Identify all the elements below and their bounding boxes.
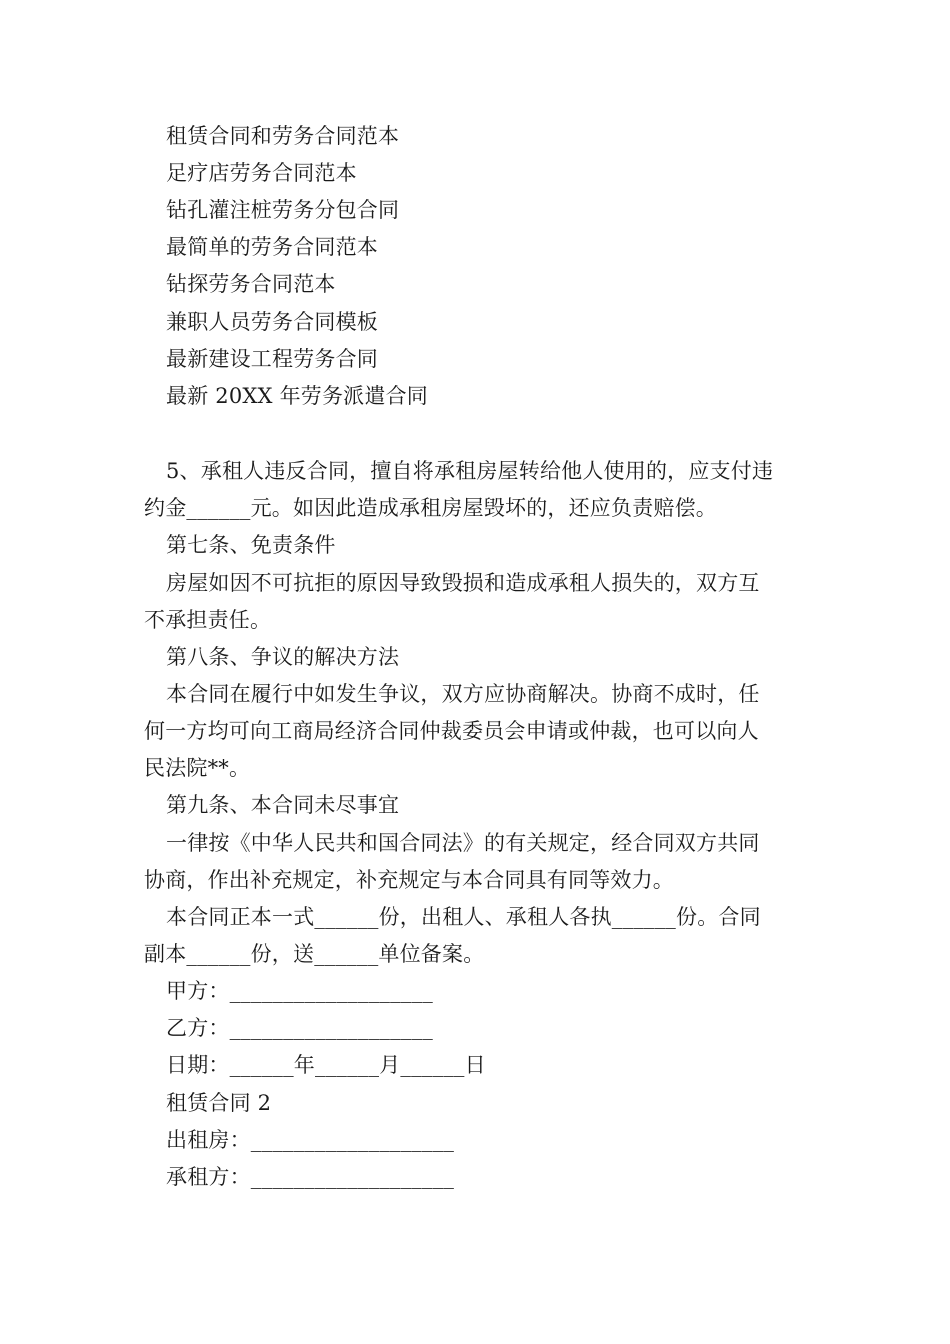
- article-8-line-3: 民法院**。: [144, 756, 251, 780]
- related-link-7[interactable]: 最新建设工程劳务合同: [166, 347, 378, 371]
- related-link-5[interactable]: 钻探劳务合同范本: [166, 272, 336, 296]
- article-9-line-1: 一律按《中华人民共和国合同法》的有关规定，经合同双方共同: [166, 831, 760, 855]
- party-b-signature: 乙方：___________________: [166, 1016, 433, 1040]
- related-link-8[interactable]: 最新 20XX 年劳务派遣合同: [166, 384, 428, 408]
- lessee-line: 承租方：___________________: [166, 1165, 455, 1189]
- article-9-title: 第九条、本合同未尽事宜: [166, 793, 400, 817]
- date-line: 日期：______年______月______日: [166, 1053, 486, 1077]
- clause-5-line-2: 约金______元。如因此造成承租房屋毁坏的，还应负责赔偿。: [144, 496, 717, 520]
- article-7-line-2: 不承担责任。: [144, 608, 272, 632]
- article-9-line-2: 协商，作出补充规定，补充规定与本合同具有同等效力。: [144, 868, 674, 892]
- related-link-4[interactable]: 最简单的劳务合同范本: [166, 235, 378, 259]
- article-8-line-2: 何一方均可向工商局经济合同仲裁委员会申请或仲裁，也可以向人: [144, 719, 759, 743]
- article-7-title: 第七条、免责条件: [166, 533, 336, 557]
- related-link-1[interactable]: 租赁合同和劳务合同范本: [166, 124, 400, 148]
- lessor-line: 出租房：___________________: [166, 1128, 455, 1152]
- article-8-title: 第八条、争议的解决方法: [166, 645, 400, 669]
- party-a-signature: 甲方：___________________: [166, 979, 433, 1003]
- copies-line-1: 本合同正本一式______份，出租人、承租人各执______份。合同: [166, 905, 761, 929]
- clause-5-line-1: 5、承租人违反合同，擅自将承租房屋转给他人使用的，应支付违: [166, 459, 774, 483]
- related-link-6[interactable]: 兼职人员劳务合同模板: [166, 310, 378, 334]
- related-link-2[interactable]: 足疗店劳务合同范本: [166, 161, 357, 185]
- copies-line-2: 副本______份，送______单位备案。: [144, 942, 485, 966]
- article-7-line-1: 房屋如因不可抗拒的原因导致毁损和造成承租人损失的，双方互: [166, 571, 760, 595]
- related-link-3[interactable]: 钻孔灌注桩劳务分包合同: [166, 198, 400, 222]
- article-8-line-1: 本合同在履行中如发生争议，双方应协商解决。协商不成时，任: [166, 682, 760, 706]
- contract-2-title: 租赁合同 2: [166, 1091, 272, 1115]
